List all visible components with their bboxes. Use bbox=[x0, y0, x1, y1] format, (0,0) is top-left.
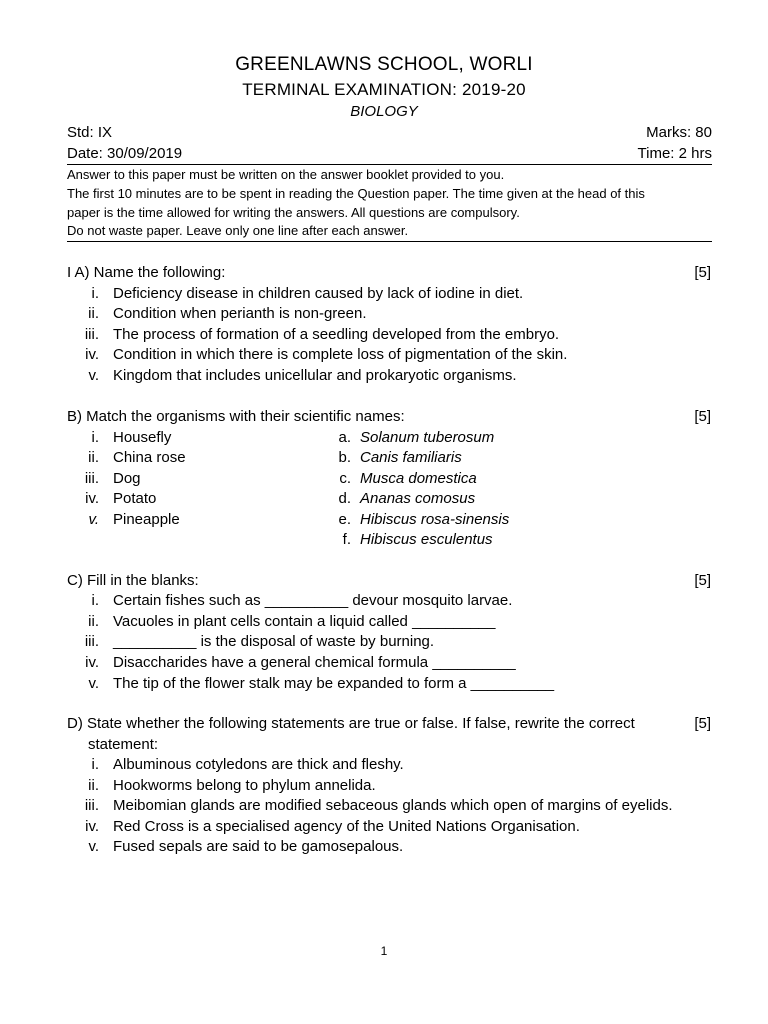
question-text: The process of formation of a seedling developed from the embryo. bbox=[113, 326, 560, 343]
subject-title: BIOLOGY bbox=[350, 103, 418, 120]
instruction-line: Answer to this paper must be written on the answer booklet provided to you. bbox=[67, 167, 505, 182]
question-text: Disaccharides have a general chemical formula __________ bbox=[113, 654, 516, 671]
question-text: Meibomian glands are modified sebaceous glands which open of margins of eyelids. bbox=[113, 797, 673, 814]
scientific-name: Hibiscus esculentus bbox=[360, 531, 493, 548]
section-b-heading: B) Match the organisms with their scientific names: bbox=[67, 408, 405, 425]
item-number: i. bbox=[91, 285, 99, 302]
std-label: Std: IX bbox=[67, 124, 113, 141]
item-letter: f. bbox=[342, 531, 351, 548]
section-d-heading-continued: statement: bbox=[88, 736, 159, 753]
section-d-marks: [5] bbox=[694, 715, 711, 732]
question-text: Vacuoles in plant cells contain a liquid called __________ bbox=[113, 613, 496, 630]
organism-name: China rose bbox=[113, 449, 186, 466]
section-a-heading: I A) Name the following: bbox=[67, 264, 226, 281]
instruction-line: The first 10 minutes are to be spent in reading the Question paper. The time given at the head of this bbox=[67, 186, 645, 201]
section-c-heading: C) Fill in the blanks: bbox=[67, 572, 199, 589]
question-text: Fused sepals are said to be gamosepalous. bbox=[113, 838, 404, 855]
scientific-name: Hibiscus rosa-sinensis bbox=[360, 511, 510, 528]
time-label: Time: 2 hrs bbox=[637, 145, 712, 162]
instruction-line: paper is the time allowed for writing the answers. All questions are compulsory. bbox=[67, 205, 520, 220]
school-name: GREENLAWNS SCHOOL, WORLI bbox=[235, 54, 533, 75]
organism-name: Housefly bbox=[113, 429, 172, 446]
question-text: The tip of the flower stalk may be expanded to form a __________ bbox=[113, 675, 555, 692]
marks-label: Marks: 80 bbox=[646, 124, 712, 141]
question-text: Kingdom that includes unicellular and prokaryotic organisms. bbox=[113, 367, 517, 384]
date-label: Date: 30/09/2019 bbox=[67, 145, 183, 162]
section-d-heading: D) State whether the following statements are true or false. If false, rewrite the correct bbox=[67, 715, 635, 732]
item-number: v. bbox=[88, 367, 99, 384]
item-number: ii. bbox=[88, 777, 99, 794]
header-divider bbox=[67, 164, 712, 165]
question-text: Deficiency disease in children caused by lack of iodine in diet. bbox=[113, 285, 524, 302]
item-letter: d. bbox=[338, 490, 351, 507]
item-number: i. bbox=[91, 592, 99, 609]
item-number: iii. bbox=[84, 470, 99, 487]
organism-name: Dog bbox=[113, 470, 141, 487]
item-number: i. bbox=[91, 756, 99, 773]
question-text: Condition when perianth is non-green. bbox=[113, 305, 367, 322]
question-text: Hookworms belong to phylum annelida. bbox=[113, 777, 376, 794]
question-text: __________ is the disposal of waste by burning. bbox=[113, 633, 435, 650]
item-number: iv. bbox=[85, 654, 99, 671]
instruction-line: Do not waste paper. Leave only one line after each answer. bbox=[67, 223, 409, 238]
item-number: ii. bbox=[88, 449, 99, 466]
item-number: v. bbox=[88, 675, 99, 692]
scientific-name: Solanum tuberosum bbox=[360, 429, 495, 446]
question-text: Red Cross is a specialised agency of the United Nations Organisation. bbox=[113, 818, 580, 835]
item-number: iv. bbox=[85, 490, 99, 507]
item-number: iv. bbox=[85, 346, 99, 363]
scientific-name: Ananas comosus bbox=[360, 490, 476, 507]
item-number: v. bbox=[88, 511, 99, 528]
section-b-marks: [5] bbox=[694, 408, 711, 425]
organism-name: Potato bbox=[113, 490, 157, 507]
item-number: v. bbox=[88, 838, 99, 855]
item-number: iii. bbox=[84, 633, 99, 650]
organism-name: Pineapple bbox=[113, 511, 180, 528]
item-letter: c. bbox=[339, 470, 351, 487]
scientific-name: Musca domestica bbox=[360, 470, 477, 487]
item-letter: a. bbox=[338, 429, 351, 446]
item-number: iii. bbox=[84, 326, 99, 343]
item-number: ii. bbox=[88, 305, 99, 322]
question-text: Condition in which there is complete loss of pigmentation of the skin. bbox=[113, 346, 568, 363]
item-letter: e. bbox=[338, 511, 351, 528]
item-number: iv. bbox=[85, 818, 99, 835]
item-letter: b. bbox=[338, 449, 351, 466]
question-text: Certain fishes such as __________ devour mosquito larvae. bbox=[113, 592, 513, 609]
item-number: ii. bbox=[88, 613, 99, 630]
page-number: 1 bbox=[380, 944, 388, 958]
instructions-divider bbox=[67, 241, 712, 242]
section-a-marks: [5] bbox=[694, 264, 711, 281]
item-number: i. bbox=[91, 429, 99, 446]
scientific-name: Canis familiaris bbox=[360, 449, 462, 466]
item-number: iii. bbox=[84, 797, 99, 814]
question-text: Albuminous cotyledons are thick and fleshy. bbox=[113, 756, 404, 773]
section-c-marks: [5] bbox=[694, 572, 711, 589]
exam-title: TERMINAL EXAMINATION: 2019-20 bbox=[242, 80, 526, 99]
